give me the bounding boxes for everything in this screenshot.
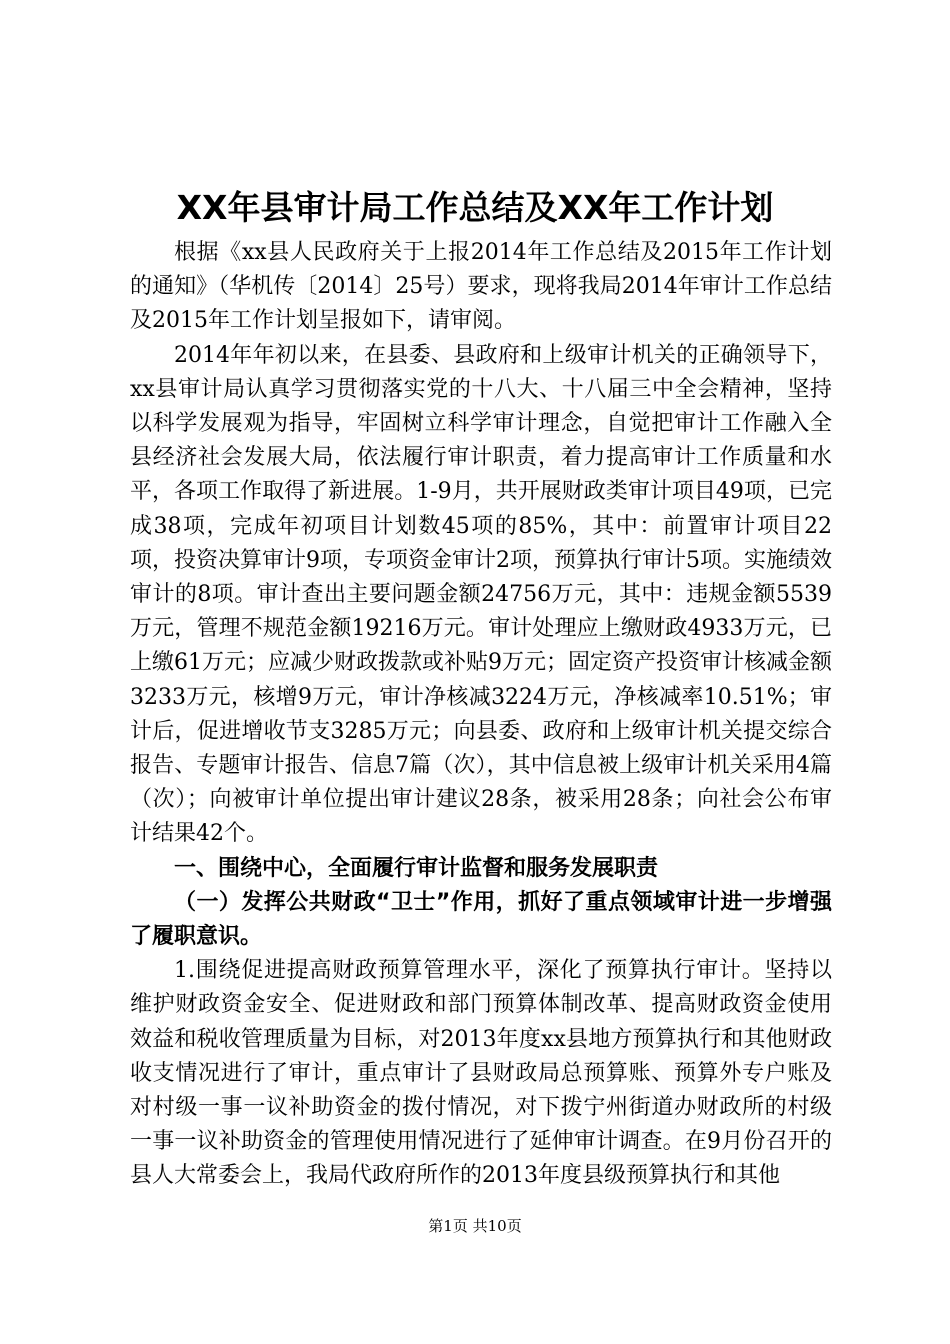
intro-paragraph: 根据《xx县人民政府关于上报2014年工作总结及2015年工作计划的通知》（华机传〔2014〕25号）要求，现将我局2014年审计工作总结及2015年工作计划呈报如下，请审阅。 <box>130 240 832 334</box>
document-title: XX年县审计局工作总结及XX年工作计划 <box>176 188 774 227</box>
budget-audit-paragraph: 1.围绕促进提高财政预算管理水平，深化了预算执行审计。坚持以维护财政资金安全、促进财政和部门预算体制改革、提高财政资金使用效益和税收管理质量为目标，对2013年度xx县地方预算执行和其他财政收支情况进行了审计，重点审计了县财政局总预算账、预算外专户账及对村级一事一议补助资金的拨付情况，对下拨宁州街道办财政所的村级一事一议补助资金的管理使用情况进行了延伸审计调查。在9月份召开的县人大常委会上，我局代政府所作的2013年度县级预算执行和其他 <box>130 958 832 1189</box>
section-heading-1: 一、围绕中心，全面履行审计监督和服务发展职责 <box>174 855 659 881</box>
summary-paragraph: 2014年年初以来，在县委、县政府和上级审计机关的正确领导下，xx县审计局认真学习贯彻落实党的十八大、十八届三中全会精神，坚持以科学发展观为指导，牢固树立科学审计理念，自觉把审计工作融入全县经济社会发展大局，依法履行审计职责，着力提高审计工作质量和水平，各项工作取得了新进展。1-9月，共开展财政类审计项目49项，已完成38项，完成年初项目计划数45项的85%，其中：前置审计项目22项，投资决算审计9项，专项资金审计2项，预算执行审计5项。实施绩效审计的8项。审计查出主要问题金额24756万元，其中：违规金额5539万元，管理不规范金额19216万元。审计处理应上缴财政4933万元，已上缴61万元；应减少财政拨款或补贴9万元；固定资产投资审计核减金额3233万元，核增9万元，审计净核减3224万元，净核减率10.51%；审计后，促进增收节支3285万元；向县委、政府和上级审计机关提交综合报告、专题审计报告、信息7篇（次），其中信息被上级审计机关采用4篇（次）；向被审计单位提出审计建议28条，被采用28条；向社会公布审计结果42个。 <box>130 342 832 847</box>
subsection-heading-1: （一）发挥公共财政“卫士”作用，抓好了重点领域审计进一步增强了履职意识。 <box>130 889 832 950</box>
page-footer: 第1页 共10页 <box>428 1217 522 1235</box>
document-body <box>130 236 832 1194</box>
